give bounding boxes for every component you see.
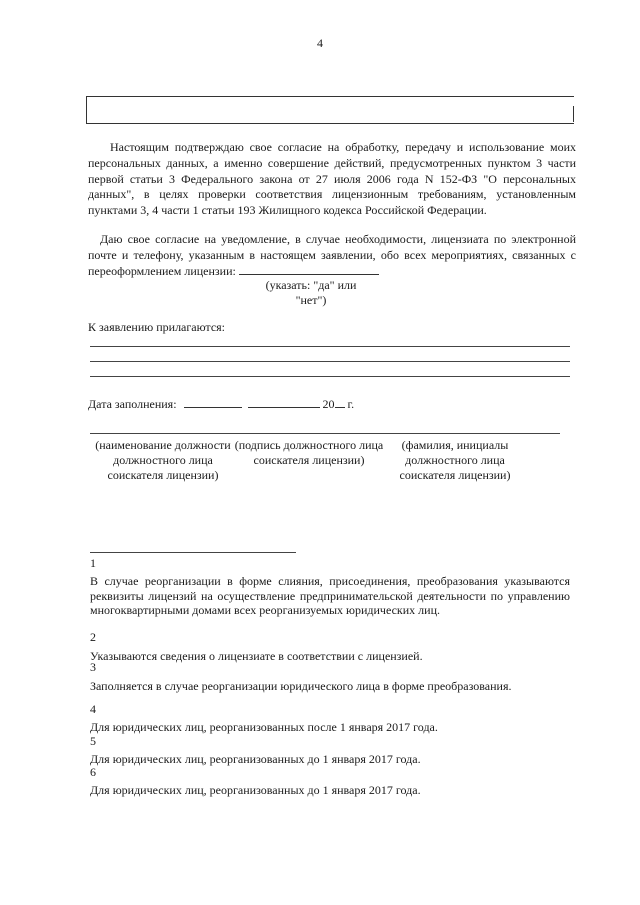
footnote-number: 4 [90,702,96,716]
attachments-label: К заявлению прилагаются: [88,320,226,334]
footnotes-separator [90,552,296,553]
page-number: 4 [317,36,323,50]
date-month-field[interactable] [248,397,320,408]
footnote-number: 5 [90,734,96,748]
date-year-suffix: г. [347,397,355,411]
footnote-text: Для юридических лиц, реорганизованных до 1 января 2017 года. [90,783,421,797]
date-day-field[interactable] [184,397,242,408]
header-box-edge [573,106,574,122]
footnote-text: Указываются сведения о лицензиате в соответствии с лицензией. [90,649,423,663]
date-line [88,397,354,412]
notice-paragraph-text: Даю свое согласие на уведомление, в случае необходимости, лицензиата по электронной почте и телефону, указанным в настоящем заявлении, обо всех мероприятиях, связанных с переоформлением лицензии: [88,232,576,278]
consent-paragraph: Настоящим подтверждаю свое согласие на обработку, передачу и использование моих персональных данных, а именно совершение действий, предусмотренных пунктом 3 части первой статьи 3 Федерального закона от 27 июля 2006 года N 152-ФЗ "О персональных данных", в целях проверки соответствия лицензионным требованиям, установленным пунктами 3, 4 части 1 статьи 193 Жилищного кодекса Российской Федерации. [88,140,576,218]
notice-hint: (указать: "да" или "нет") [265,278,357,307]
caption-name: (фамилия, инициалы должностного лица соискателя лицензии) [399,438,511,482]
notice-paragraph [88,232,576,279]
footnote-text: В случае реорганизации в форме слияния, присоединения, преобразования указываются реквизиты лицензий на осуществление предпринимательской деятельности по управлению многоквартирными домами всех реорганизуемых юридических лиц. [90,574,570,618]
header-box [86,96,574,124]
caption-signature: (подпись должностного лица соискателя лицензии) [234,438,384,467]
footnote-text: Заполняется в случае реорганизации юридического лица в форме преобразования. [90,679,512,693]
notice-answer-field[interactable] [239,264,379,275]
attachments-line-2[interactable] [90,361,570,362]
footnote-text: Для юридических лиц, реорганизованных до 1 января 2017 года. [90,752,421,766]
date-year-prefix: 20 [322,397,335,411]
footnote-text: Для юридических лиц, реорганизованных после 1 января 2017 года. [90,720,438,734]
attachments-line-1[interactable] [90,346,570,347]
attachments-line-3[interactable] [90,376,570,377]
date-year-field[interactable] [335,397,345,408]
footnote-number: 3 [90,660,96,674]
signature-line[interactable] [90,433,560,434]
footnote-number: 6 [90,765,96,779]
caption-position: (наименование должности должностного лица соискателя лицензии) [95,438,231,482]
footnote-number: 2 [90,630,96,644]
date-label: Дата заполнения: [88,397,177,411]
footnote-number: 1 [90,556,96,570]
